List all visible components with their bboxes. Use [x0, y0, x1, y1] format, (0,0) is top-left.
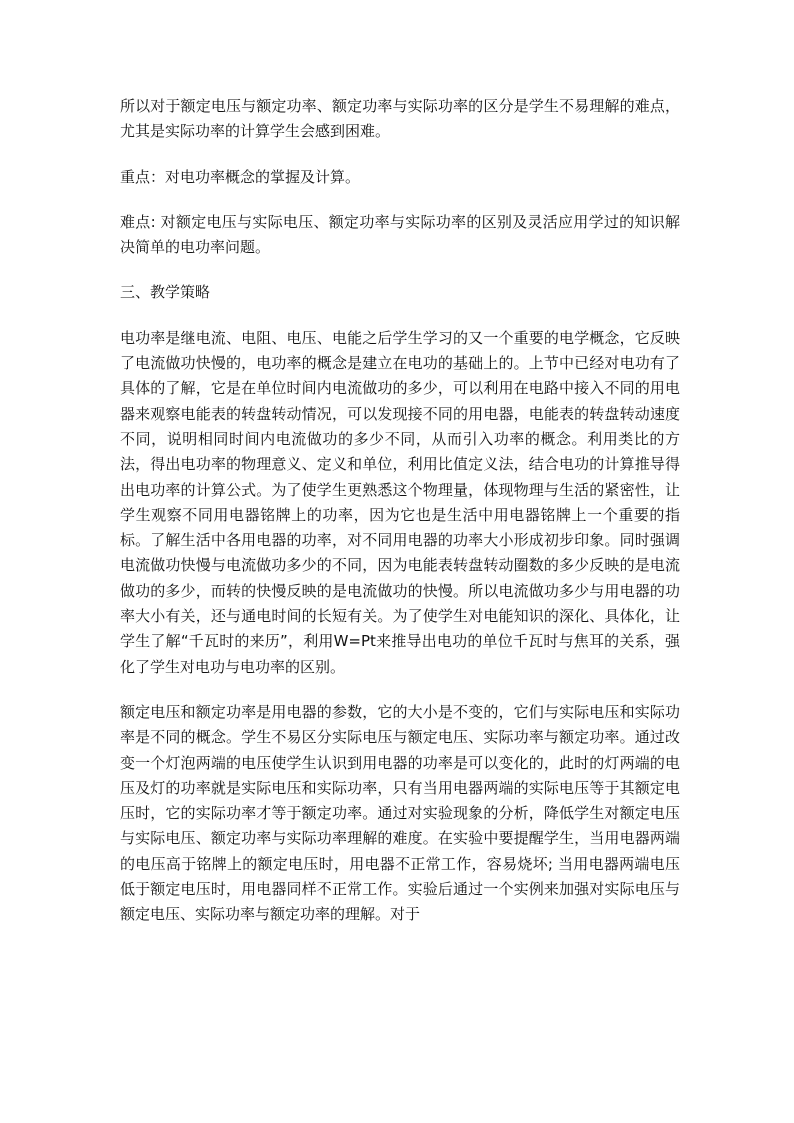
- paragraph-difficulty-intro: 所以对于额定电压与额定功率、额定功率与实际功率的区分是学生不易理解的难点，尤其是实际功率的计算学生会感到困难。: [120, 97, 680, 141]
- paragraph-difficult-points: 难点: 对额定电压与实际电压、额定功率与实际功率的区别及灵活应用学过的知识解决简单的电功率问题。: [120, 212, 680, 257]
- paragraph-key-points: 重点：对电功率概念的掌握及计算。: [120, 167, 361, 186]
- paragraph-electric-power-strategy: 电功率是继电流、电阻、电压、电能之后学生学习的又一个重要的电学概念，它反映了电流做功快慢的，电功率的概念是建立在电功的基础上的。上节中已经对电功有了具体的了解，它是在单位时间内电流做功的多少，可以利用在电路中接入不同的用电器来观察电能表的转盘转动情况，可以发现接不同的用电器，电能表的转盘转动速度不同，说明相同时间内电流做功的多少不同，从而引入功率的概念。利用类比的方法，得出电功率的物理意义、定义和单位，利用比值定义法，结合电功的计算推导得出电功率的计算公式。为了使学生更熟悉这个物理量，体现物理与生活的紧密性，让学生观察不同用电器铭牌上的功率，因为它也是生活中用电器铭牌上一个重要的指标。了解生活中各用电器的功率，对不同用电器的功率大小形成初步印象。同时强调电流做功快慢与电流做功多少的不同，因为电能表转盘转动圈数的多少反映的是电流做功的多少，而转的快慢反映的是电流做功的快慢。所以电流做功多少与用电器的功率大小有关，还与通电时间的长短有关。为了使学生对电能知识的深化、具体化，让学生了解“千瓦时的来历”，利用W=Pt来推导出电功的单位千瓦时与焦耳的关系，强化了学生对电功与电功率的区别。: [120, 328, 680, 676]
- paragraph-rated-voltage-power: 额定电压和额定功率是用电器的参数，它的大小是不变的，它们与实际电压和实际功率是不同的概念。学生不易区分实际电压与额定电压、实际功率与额定功率。通过改变一个灯泡两端的电压使学生认识到用电器的功率是可以变化的，此时的灯两端的电压及灯的功率就是实际电压和实际功率，只有当用电器两端的实际电压等于其额定电压时，它的实际功率才等于额定功率。通过对实验现象的分析，降低学生对额定电压与实际电压、额定功率与实际功率理解的难度。在实验中要提醒学生，当用电器两端的电压高于铭牌上的额定电压时，用电器不正常工作，容易烧坏; 当用电器两端电压低于额定电压时，用电器同样不正常工作。实验后通过一个实例来加强对实际电压与额定电压、实际功率与额定功率的理解。对于: [120, 702, 680, 924]
- document-page: [120, 94, 680, 928]
- section-heading-teaching-strategy: 三、教学策略: [120, 283, 211, 302]
